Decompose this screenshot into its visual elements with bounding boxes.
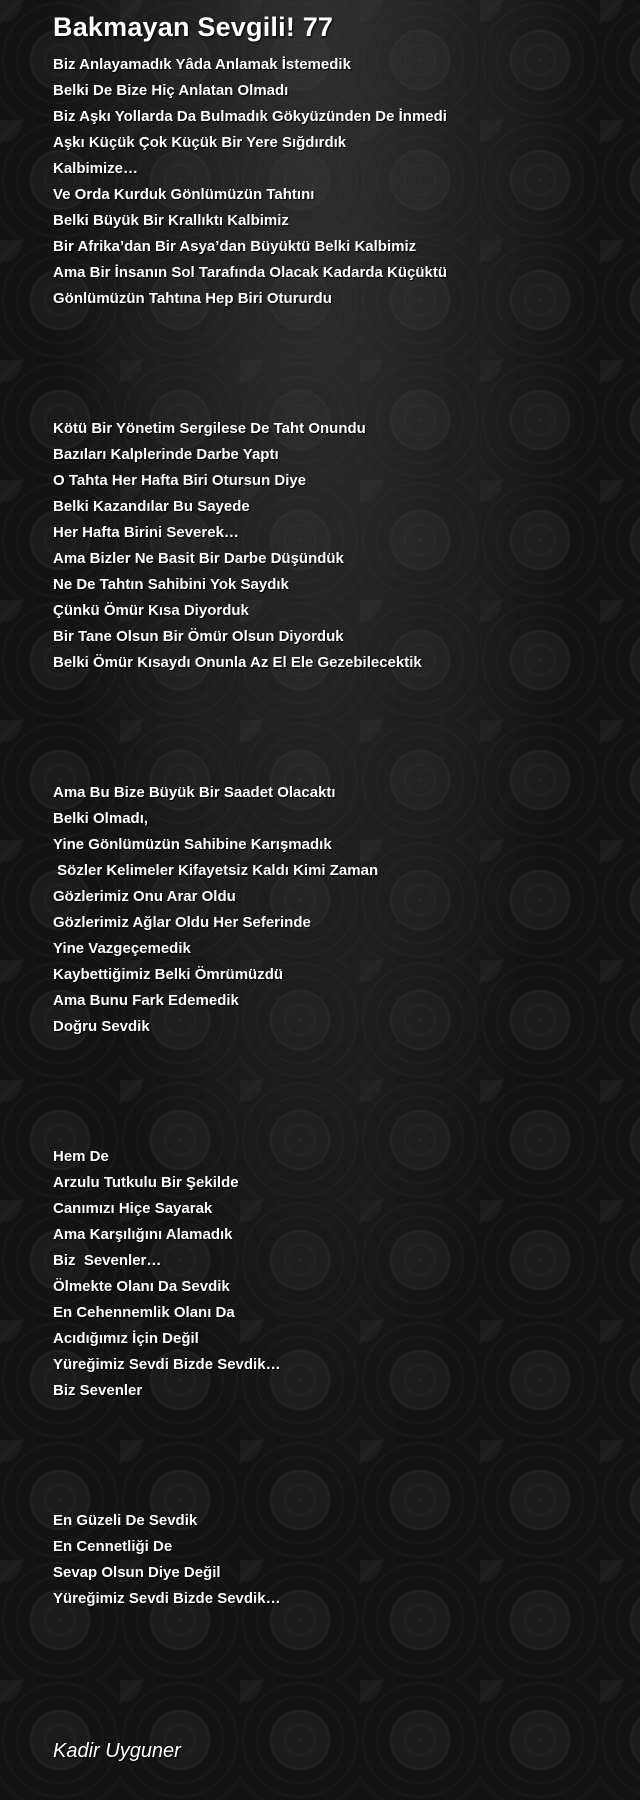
poem-line: Hem De xyxy=(53,1148,109,1165)
poem-line: Biz Aşkı Yollarda Da Bulmadık Gökyüzünden De İnmedi xyxy=(53,108,447,125)
poem-line: Belki Olmadı, xyxy=(53,810,149,827)
poem-line: Biz Anlayamadık Yâda Anlamak İstemedik xyxy=(53,56,351,73)
poem-line: Kalbimize… xyxy=(53,160,139,177)
stanza-3 xyxy=(53,780,613,1040)
poem-body xyxy=(53,52,613,1716)
poem-line: Ama Bunu Fark Edemedik xyxy=(53,992,239,1009)
poem-line: Ölmekte Olanı Da Sevdik xyxy=(53,1278,230,1295)
poem-line: Gönlümüzün Tahtına Hep Biri Otururdu xyxy=(53,290,332,307)
poem-line: Arzulu Tutkulu Bir Şekilde xyxy=(53,1174,239,1191)
poem-line: Biz Sevenler… xyxy=(53,1252,162,1269)
poem-line: Gözlerimiz Onu Arar Oldu xyxy=(53,888,236,905)
poem-line: Gözlerimiz Ağlar Oldu Her Seferinde xyxy=(53,914,311,931)
poem-line: Doğru Sevdik xyxy=(53,1018,150,1035)
poem-line: Belki Büyük Bir Krallıktı Kalbimiz xyxy=(53,212,289,229)
poem-line: Aşkı Küçük Çok Küçük Bir Yere Sığdırdık xyxy=(53,134,347,151)
poem-line: Belki Ömür Kısaydı Onunla Az El Ele Gezebilecektik xyxy=(53,654,422,671)
poem-line: Yine Vazgeçemedik xyxy=(53,940,191,957)
poem-line: Ama Bizler Ne Basit Bir Darbe Düşündük xyxy=(53,550,344,567)
stanza-4 xyxy=(53,1144,613,1404)
poem-line: Belki De Bize Hiç Anlatan Olmadı xyxy=(53,82,289,99)
poem-line: Acıdığımız İçin Değil xyxy=(53,1330,199,1347)
poem-line: En Cehennemlik Olanı Da xyxy=(53,1304,235,1321)
poem-line: Sözler Kelimeler Kifayetsiz Kaldı Kimi Zaman xyxy=(53,862,379,879)
poem-line: Çünkü Ömür Kısa Diyorduk xyxy=(53,602,249,619)
poem-line: Yine Gönlümüzün Sahibine Karışmadık xyxy=(53,836,332,853)
poem-line: Ne De Tahtın Sahibini Yok Saydık xyxy=(53,576,289,593)
poem-line: Kötü Bir Yönetim Sergilese De Taht Onundu xyxy=(53,420,366,437)
poem-line: O Tahta Her Hafta Biri Otursun Diye xyxy=(53,472,307,489)
poem-line: Ama Bu Bize Büyük Bir Saadet Olacaktı xyxy=(53,784,336,801)
poem-line: Kaybettiğimiz Belki Ömrümüzdü xyxy=(53,966,284,983)
poem-line: Yüreğimiz Sevdi Bizde Sevdik… xyxy=(53,1356,281,1373)
poem-line: Her Hafta Birini Severek… xyxy=(53,524,239,541)
stanza-1 xyxy=(53,52,613,312)
poem-line: En Güzeli De Sevdik xyxy=(53,1512,198,1529)
poem-line: Biz Sevenler xyxy=(53,1382,143,1399)
author-name: Kadir Uyguner xyxy=(53,1740,181,1762)
poem-line: Bazıları Kalplerinde Darbe Yaptı xyxy=(53,446,279,463)
poem-line: Belki Kazandılar Bu Sayede xyxy=(53,498,250,515)
poem-line: Bir Tane Olsun Bir Ömür Olsun Diyorduk xyxy=(53,628,344,645)
poem-line: Ama Bir İnsanın Sol Tarafında Olacak Kadarda Küçüktü xyxy=(53,264,447,281)
stanza-2 xyxy=(53,416,613,676)
poem-line: Ve Orda Kurduk Gönlümüzün Tahtını xyxy=(53,186,315,203)
poem-title: Bakmayan Sevgili! 77 xyxy=(53,12,334,42)
poem-line: Sevap Olsun Diye Değil xyxy=(53,1564,221,1581)
poem-line: Yüreğimiz Sevdi Bizde Sevdik… xyxy=(53,1590,281,1607)
poem-line: Ama Karşılığını Alamadık xyxy=(53,1226,233,1243)
poem-line: Bir Afrika’dan Bir Asya’dan Büyüktü Belki Kalbimiz xyxy=(53,238,417,255)
stanza-5 xyxy=(53,1508,613,1612)
poem-line: Canımızı Hiçe Sayarak xyxy=(53,1200,213,1217)
poem-line: En Cennetliği De xyxy=(53,1538,173,1555)
